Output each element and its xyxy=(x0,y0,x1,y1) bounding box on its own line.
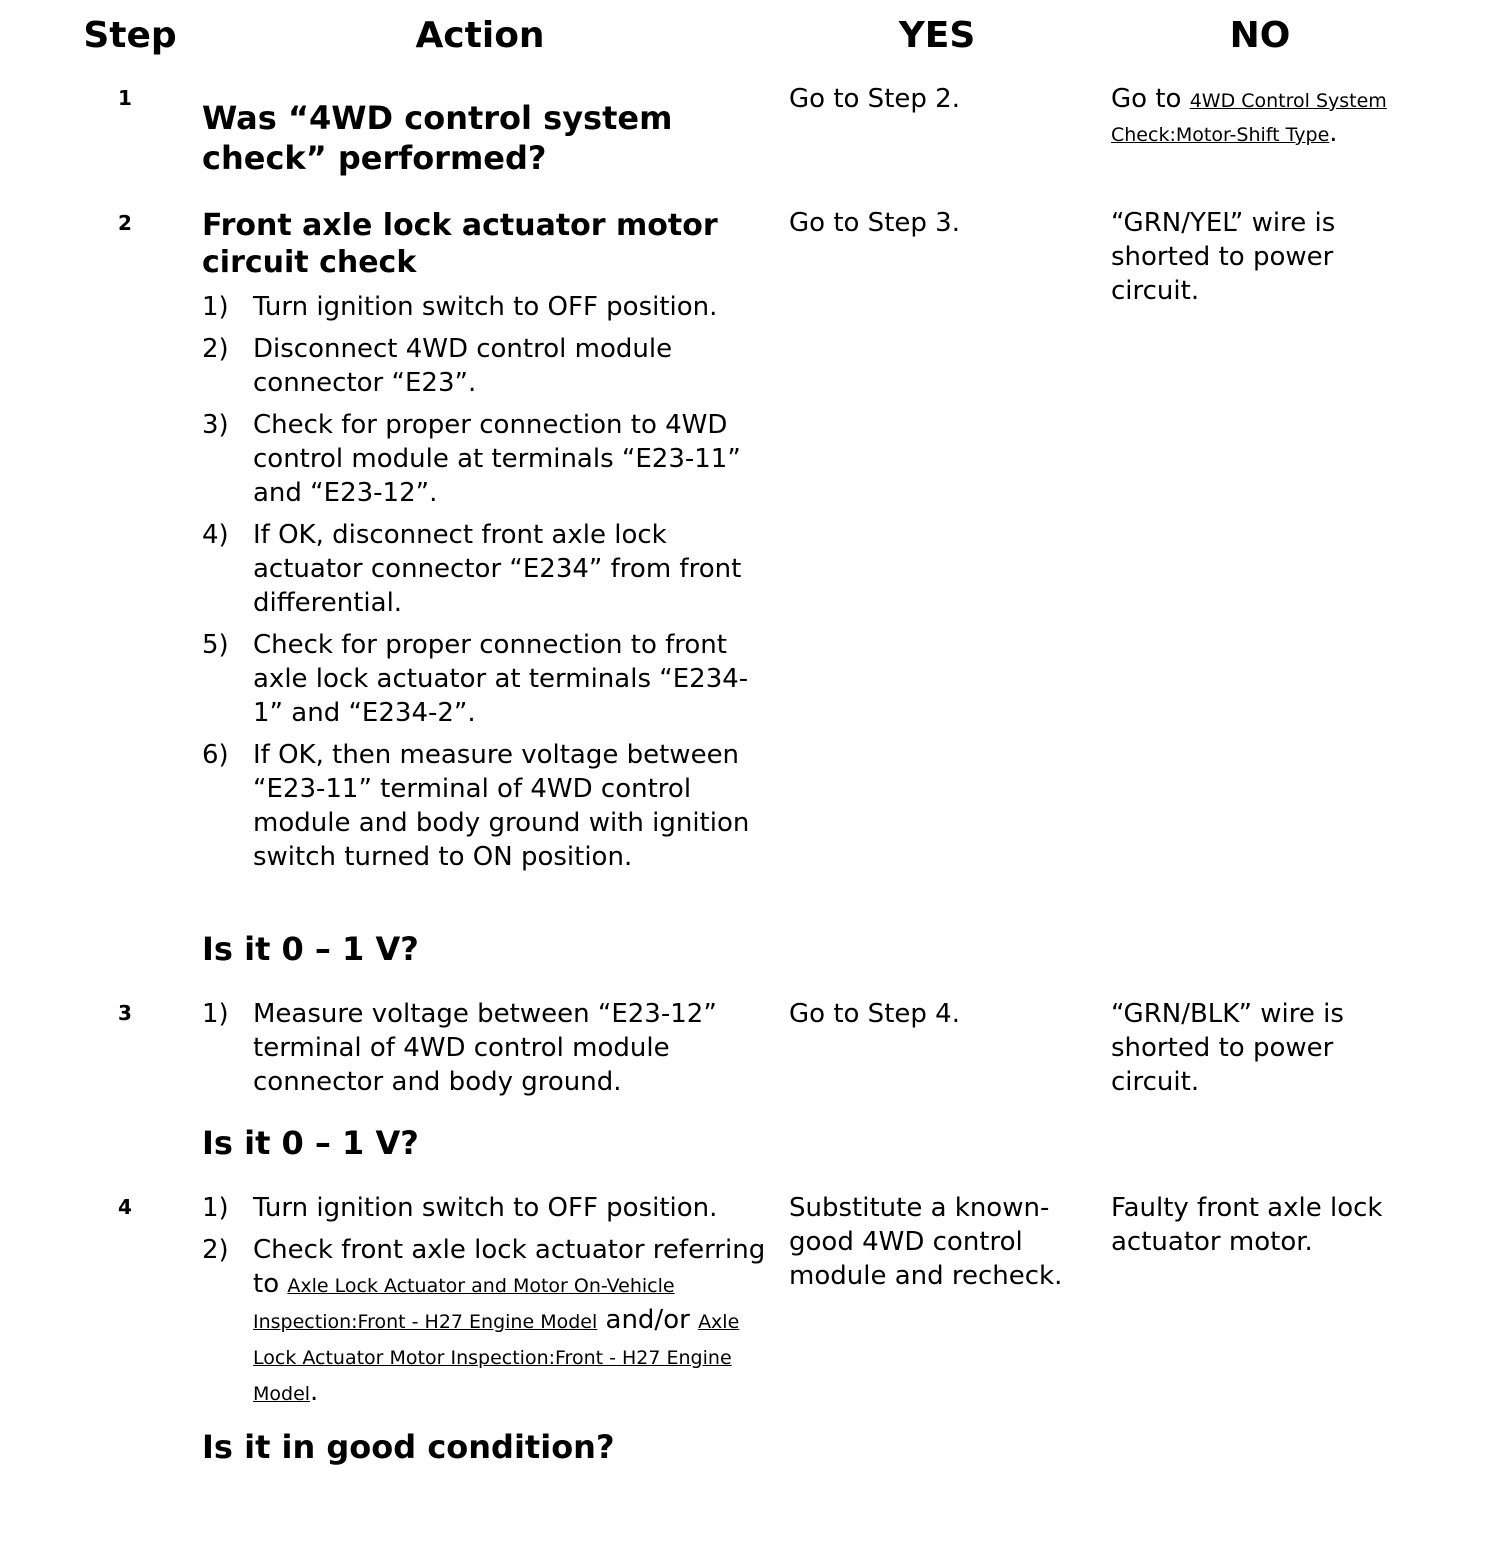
list-item-number: 1) xyxy=(202,292,229,322)
list-item xyxy=(202,1191,772,1225)
no-result: Faulty front axle lock actuator motor. xyxy=(1111,1193,1383,1257)
actuator-on-vehicle-inspection-link[interactable]: Axle Lock Actuator and Motor On-Vehicle Inspection:Front - H27 Engine Model xyxy=(253,1275,675,1333)
yes-result: Go to Step 4. xyxy=(789,999,960,1029)
list-item-text: Turn ignition switch to OFF position. xyxy=(253,292,718,322)
list-item-number: 2) xyxy=(202,1235,229,1265)
list-item-text: Disconnect 4WD control module connector “E23”. xyxy=(253,334,673,398)
step-question: Is it 0 – 1 V? xyxy=(202,1124,419,1162)
list-item-text: Turn ignition switch to OFF position. xyxy=(253,1193,718,1223)
list-item-text: Check for proper connection to front axle lock actuator at terminals “E234-1” and “E234-2”. xyxy=(253,630,749,728)
instruction-list xyxy=(202,290,772,882)
step-number: 3 xyxy=(118,1001,132,1025)
list-item-text: and/or xyxy=(597,1305,699,1335)
no-result-prefix: Go to xyxy=(1111,84,1190,114)
no-result xyxy=(1111,82,1401,150)
list-item-number: 3) xyxy=(202,410,229,440)
list-item xyxy=(202,290,772,324)
no-result-suffix: . xyxy=(1329,118,1338,148)
step-question: Is it in good condition? xyxy=(202,1428,615,1466)
list-item-text: Measure voltage between “E23-12” terminal of 4WD control module connector and body ground. xyxy=(253,999,717,1097)
actuator-motor-inspection-link[interactable]: Axle Lock Actuator Motor Inspection:Front - H27 Engine Model xyxy=(253,1311,740,1405)
step-number: 4 xyxy=(118,1195,132,1219)
list-item xyxy=(202,738,772,874)
instruction-list xyxy=(202,997,772,1107)
instruction-list xyxy=(202,1191,772,1419)
step-number: 1 xyxy=(118,86,132,110)
list-item xyxy=(202,518,772,620)
list-item xyxy=(202,997,772,1099)
list-item-number: 2) xyxy=(202,334,229,364)
list-item xyxy=(202,628,772,730)
list-item-text: If OK, then measure voltage between “E23-11” terminal of 4WD control module and body ground with ignition switch turned to ON position. xyxy=(253,740,750,872)
list-item xyxy=(202,1233,772,1411)
system-check-link[interactable]: 4WD Control System Check:Motor-Shift Type xyxy=(1111,90,1387,146)
list-item-text: If OK, disconnect front axle lock actuator connector “E234” from front differential. xyxy=(253,520,742,618)
header-step: Step xyxy=(83,15,177,56)
list-item-text: Check front axle lock actuator referring to xyxy=(253,1235,766,1299)
header-no: NO xyxy=(1229,15,1291,56)
step-question: Is it 0 – 1 V? xyxy=(202,930,419,968)
step-title: Was “4WD control system check” performed? xyxy=(202,99,673,177)
list-item-text: Check for proper connection to 4WD control module at terminals “E23-11” and “E23-12”. xyxy=(253,410,741,508)
yes-result: Substitute a known-good 4WD control module and recheck. xyxy=(789,1193,1063,1291)
list-item xyxy=(202,332,772,400)
list-item xyxy=(202,408,772,510)
no-result: “GRN/YEL” wire is shorted to power circuit. xyxy=(1111,208,1336,306)
list-item-number: 5) xyxy=(202,630,229,660)
yes-result: Go to Step 3. xyxy=(789,208,960,238)
list-item-text: . xyxy=(310,1377,319,1407)
list-item-number: 1) xyxy=(202,1193,229,1223)
header-action: Action xyxy=(415,15,545,56)
list-item-number: 4) xyxy=(202,520,229,550)
list-item-number: 1) xyxy=(202,999,229,1029)
step-number: 2 xyxy=(118,211,132,235)
step-title: Front axle lock actuator motor circuit check xyxy=(202,208,718,280)
header-yes: YES xyxy=(898,15,976,56)
list-item-number: 6) xyxy=(202,740,229,770)
no-result: “GRN/BLK” wire is shorted to power circuit. xyxy=(1111,999,1344,1097)
yes-result: Go to Step 2. xyxy=(789,84,960,114)
